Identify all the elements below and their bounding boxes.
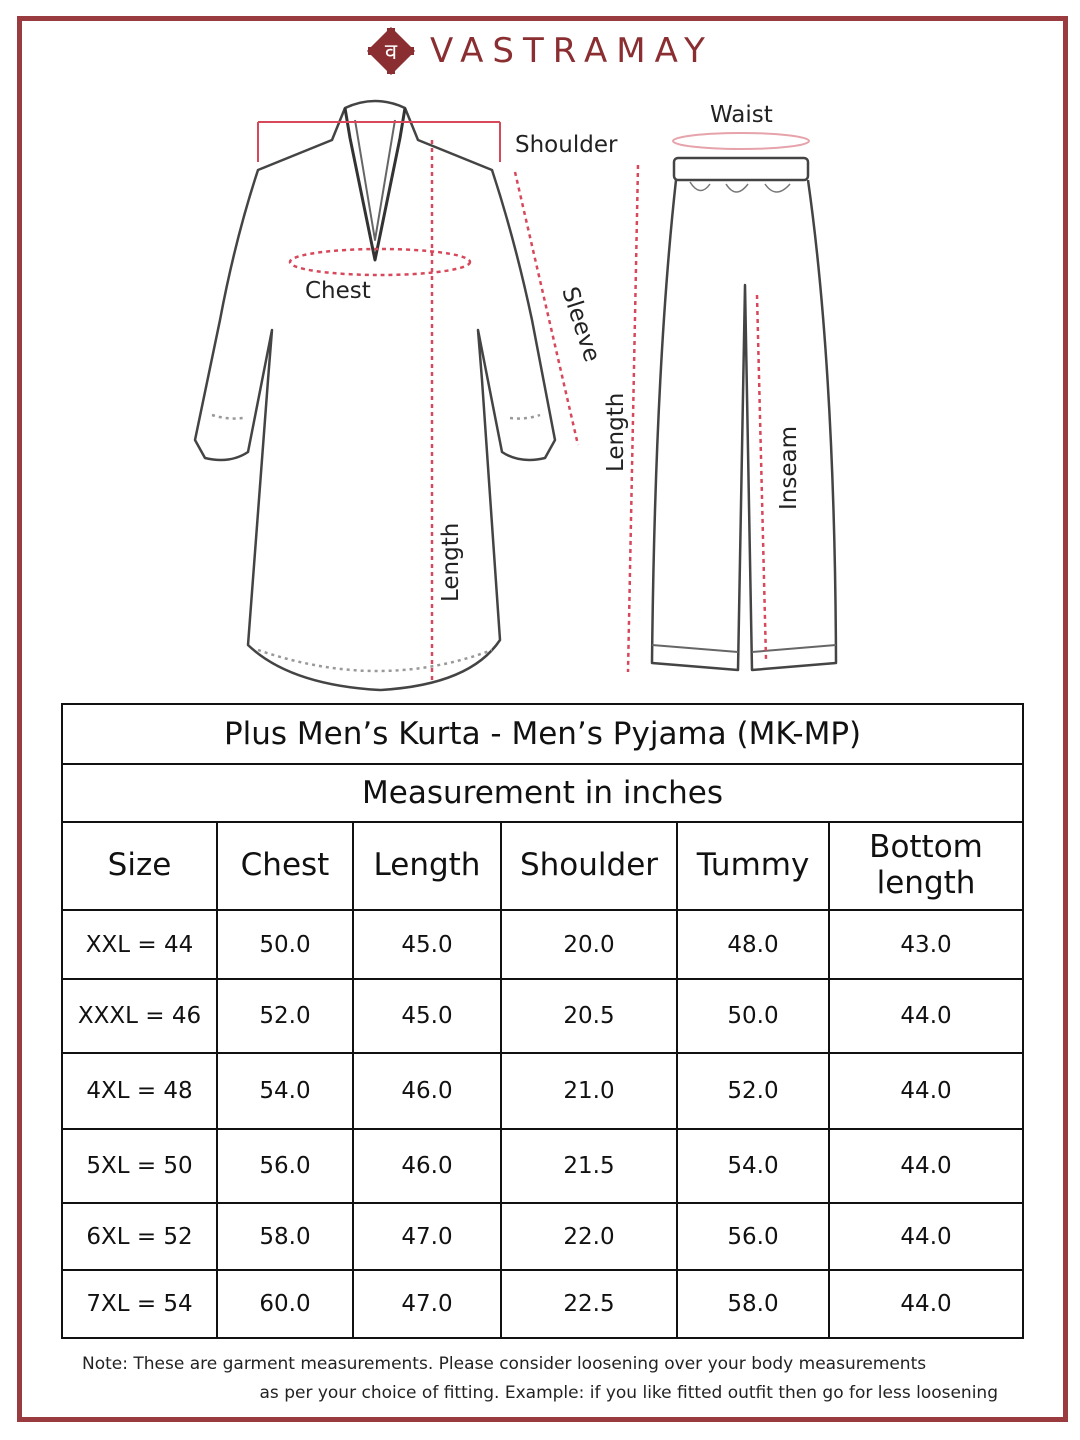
table-subtitle: Measurement in inches bbox=[62, 764, 1023, 822]
cell-chest: 56.0 bbox=[217, 1129, 353, 1203]
cell-length: 47.0 bbox=[353, 1203, 501, 1270]
cell-bottom-length: 44.0 bbox=[829, 1270, 1023, 1338]
cell-bottom-length: 44.0 bbox=[829, 1129, 1023, 1203]
cell-bottom-length: 44.0 bbox=[829, 1203, 1023, 1270]
table-row bbox=[62, 1270, 1023, 1338]
label-waist: Waist bbox=[710, 102, 773, 128]
label-pyjama-length: Length bbox=[603, 392, 629, 472]
cell-shoulder: 20.5 bbox=[501, 979, 677, 1053]
cell-shoulder: 22.0 bbox=[501, 1203, 677, 1270]
label-kurta-length: Length bbox=[438, 522, 464, 602]
cell-tummy: 58.0 bbox=[677, 1270, 829, 1338]
cell-chest: 50.0 bbox=[217, 910, 353, 979]
header-size: Size bbox=[62, 822, 217, 910]
header-length: Length bbox=[353, 822, 501, 910]
cell-chest: 52.0 bbox=[217, 979, 353, 1053]
header-tummy: Tummy bbox=[677, 822, 829, 910]
header-bottom-length: Bottom length bbox=[829, 822, 1023, 910]
table-row bbox=[62, 1129, 1023, 1203]
cell-length: 45.0 bbox=[353, 910, 501, 979]
cell-tummy: 48.0 bbox=[677, 910, 829, 979]
cell-size: 6XL = 52 bbox=[62, 1203, 217, 1270]
cell-bottom-length: 43.0 bbox=[829, 910, 1023, 979]
header-chest: Chest bbox=[217, 822, 353, 910]
table-row bbox=[62, 1053, 1023, 1129]
note-line-1: Note: These are garment measurements. Please consider loosening over your body measurements bbox=[82, 1354, 927, 1374]
table-title: Plus Men’s Kurta - Men’s Pyjama (MK-MP) bbox=[62, 704, 1023, 764]
cell-shoulder: 22.5 bbox=[501, 1270, 677, 1338]
cell-bottom-length: 44.0 bbox=[829, 1053, 1023, 1129]
size-chart-table bbox=[61, 703, 1024, 1339]
cell-length: 46.0 bbox=[353, 1129, 501, 1203]
cell-size: XXL = 44 bbox=[62, 910, 217, 979]
cell-length: 47.0 bbox=[353, 1270, 501, 1338]
label-inseam: Inseam bbox=[776, 426, 802, 510]
cell-tummy: 50.0 bbox=[677, 979, 829, 1053]
cell-chest: 58.0 bbox=[217, 1203, 353, 1270]
cell-shoulder: 20.0 bbox=[501, 910, 677, 979]
brand-header bbox=[0, 26, 1080, 76]
cell-size: XXXL = 46 bbox=[62, 979, 217, 1053]
label-sleeve: Sleeve bbox=[556, 283, 605, 366]
cell-size: 7XL = 54 bbox=[62, 1270, 217, 1338]
table-row bbox=[62, 979, 1023, 1053]
cell-tummy: 54.0 bbox=[677, 1129, 829, 1203]
label-chest: Chest bbox=[305, 278, 371, 304]
logo-letter: व bbox=[384, 40, 398, 65]
cell-bottom-length: 44.0 bbox=[829, 979, 1023, 1053]
table-row bbox=[62, 910, 1023, 979]
cell-length: 45.0 bbox=[353, 979, 501, 1053]
cell-tummy: 56.0 bbox=[677, 1203, 829, 1270]
kurta-measure-lines bbox=[258, 122, 578, 680]
pyjama-measure-lines bbox=[628, 133, 809, 672]
cell-size: 4XL = 48 bbox=[62, 1053, 217, 1129]
brand-name: VASTRAMAY bbox=[430, 31, 714, 71]
table-header-row bbox=[62, 822, 1023, 910]
header-shoulder: Shoulder bbox=[501, 822, 677, 910]
garment-note bbox=[82, 1350, 1002, 1408]
label-shoulder: Shoulder bbox=[515, 132, 618, 158]
cell-shoulder: 21.0 bbox=[501, 1053, 677, 1129]
cell-chest: 60.0 bbox=[217, 1270, 353, 1338]
kurta-illustration bbox=[195, 101, 555, 690]
cell-tummy: 52.0 bbox=[677, 1053, 829, 1129]
cell-chest: 54.0 bbox=[217, 1053, 353, 1129]
table-row bbox=[62, 1203, 1023, 1270]
pyjama-illustration bbox=[652, 158, 836, 670]
vastramay-logo-icon bbox=[366, 26, 416, 76]
note-line-2: as per your choice of fitting. Example: if you like fitted outfit then go for less loosening bbox=[259, 1383, 998, 1403]
cell-length: 46.0 bbox=[353, 1053, 501, 1129]
cell-size: 5XL = 50 bbox=[62, 1129, 217, 1203]
measurement-diagram bbox=[0, 80, 1080, 700]
cell-shoulder: 21.5 bbox=[501, 1129, 677, 1203]
